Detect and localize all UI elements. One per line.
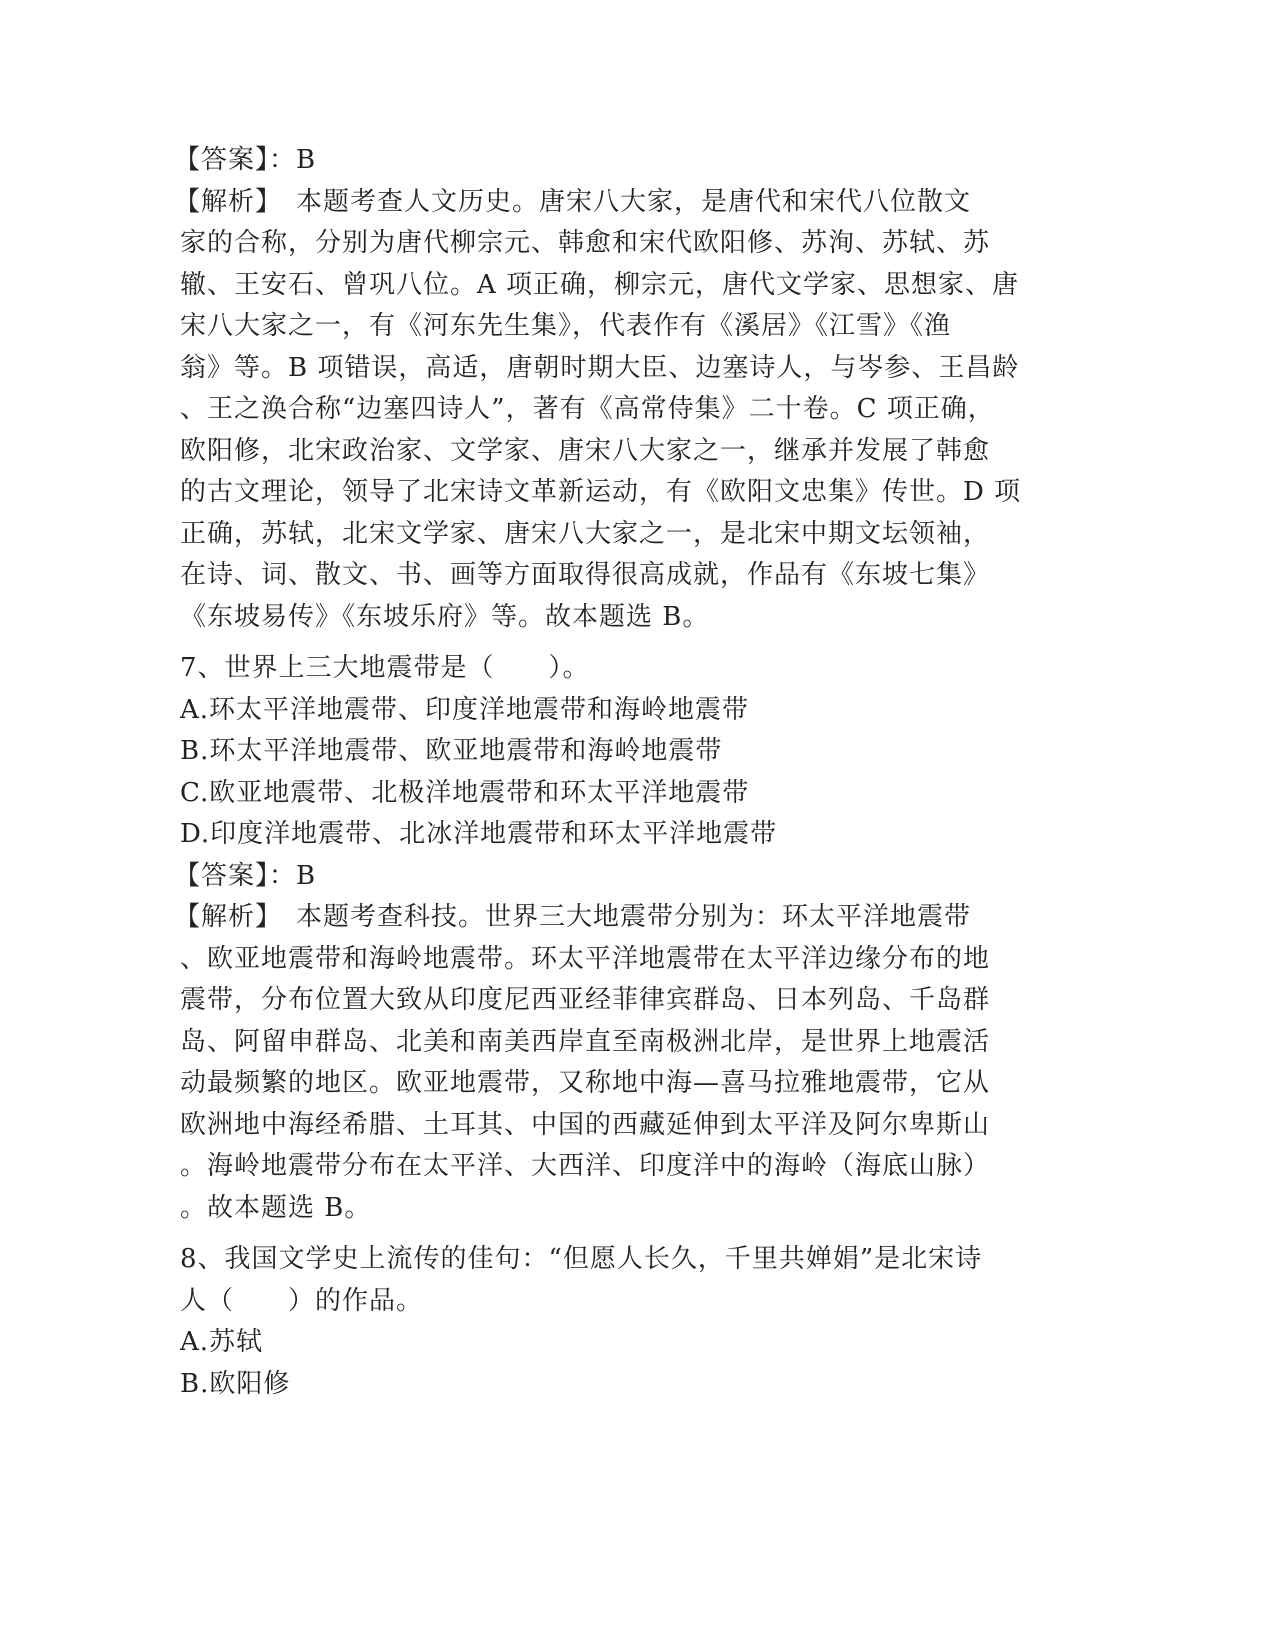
explanation-line: 家的合称，分别为唐代柳宗元、韩愈和宋代欧阳修、苏洵、苏轼、苏 bbox=[180, 228, 991, 258]
explanation-line: 的古文理论，领导了北宋诗文革新运动，有《欧阳文忠集》传世。D 项 bbox=[180, 477, 1022, 507]
document-page bbox=[174, 140, 1040, 1405]
explanation-line: 《东坡易传》《东坡乐府》等。故本题选 B。 bbox=[180, 601, 710, 632]
question-8 bbox=[180, 1239, 1040, 1405]
option-d: D.印度洋地震带、北冰洋地震带和环太平洋地震带 bbox=[180, 819, 778, 849]
option-b: B.环太平洋地震带、欧亚地震带和海岭地震带 bbox=[180, 736, 723, 766]
option-a: A.环太平洋地震带、印度洋地震带和海岭地震带 bbox=[180, 694, 750, 725]
explanation-line: 震带，分布位置大致从印度尼西亚经菲律宾群岛、日本列岛、千岛群 bbox=[180, 985, 991, 1015]
explanation-block bbox=[174, 182, 1040, 639]
explanation-line: 、欧亚地震带和海岭地震带。环太平洋地震带在太平洋边缘分布的地 bbox=[180, 943, 991, 974]
answer-label: 【答案】：B bbox=[174, 860, 317, 891]
explanation-line: 正确，苏轼，北宋文学家、唐宋八大家之一，是北宋中期文坛领袖， bbox=[180, 518, 991, 549]
explanation-line: 在诗、词、散文、书、画等方面取得很高成就，作品有《东坡七集》 bbox=[180, 560, 991, 590]
question-stem: 8、我国文学史上流传的佳句：“但愿人长久，千里共婵娟”是北宋诗 bbox=[180, 1244, 983, 1274]
explanation-line: 欧洲地中海经希腊、土耳其、中国的西藏延伸到太平洋及阿尔卑斯山 bbox=[180, 1109, 991, 1140]
explanation-line: 岛、阿留申群岛、北美和南美西岸直至南极洲北岸，是世界上地震活 bbox=[180, 1026, 991, 1057]
explanation-line: 动最频繁的地区。欧亚地震带，又称地中海—喜马拉雅地震带，它从 bbox=[180, 1068, 991, 1098]
question-7 bbox=[174, 648, 1040, 1229]
explanation-line: 宋八大家之一，有《河东先生集》，代表作有《溪居》《江雪》《渔 bbox=[180, 311, 952, 341]
explanation-line: 。故本题选 B。 bbox=[180, 1192, 372, 1223]
question-stem: 7、世界上三大地震带是（ ）。 bbox=[180, 653, 590, 683]
explanation-line: 欧阳修，北宋政治家、文学家、唐宋八大家之一，继承并发展了韩愈 bbox=[180, 435, 991, 466]
answer-label: 【答案】：B bbox=[174, 145, 317, 175]
explanation-line: 翁》等。B 项错误，高适，唐朝时期大臣、边塞诗人，与岑参、王昌龄 bbox=[180, 352, 1020, 383]
explanation-line: 。海岭地震带分布在太平洋、大西洋、印度洋中的海岭（海底山脉） bbox=[180, 1151, 991, 1181]
explanation-line: 【解析】 本题考查科技。世界三大地震带分别为：环太平洋地震带 bbox=[174, 902, 972, 932]
explanation-line: 【解析】 本题考查人文历史。唐宋八大家，是唐代和宋代八位散文 bbox=[174, 186, 972, 217]
explanation-line: 辙、王安石、曾巩八位。A 项正确，柳宗元，唐代文学家、思想家、唐 bbox=[180, 269, 1020, 300]
option-a: A.苏轼 bbox=[180, 1327, 264, 1357]
explanation-line: 、王之涣合称“边塞四诗人”，著有《高常侍集》二十卷。C 项正确， bbox=[180, 394, 995, 424]
question-stem: 人（ ）的作品。 bbox=[180, 1285, 424, 1316]
option-b: B.欧阳修 bbox=[180, 1368, 291, 1399]
option-c: C.欧亚地震带、北极洋地震带和环太平洋地震带 bbox=[180, 777, 750, 808]
